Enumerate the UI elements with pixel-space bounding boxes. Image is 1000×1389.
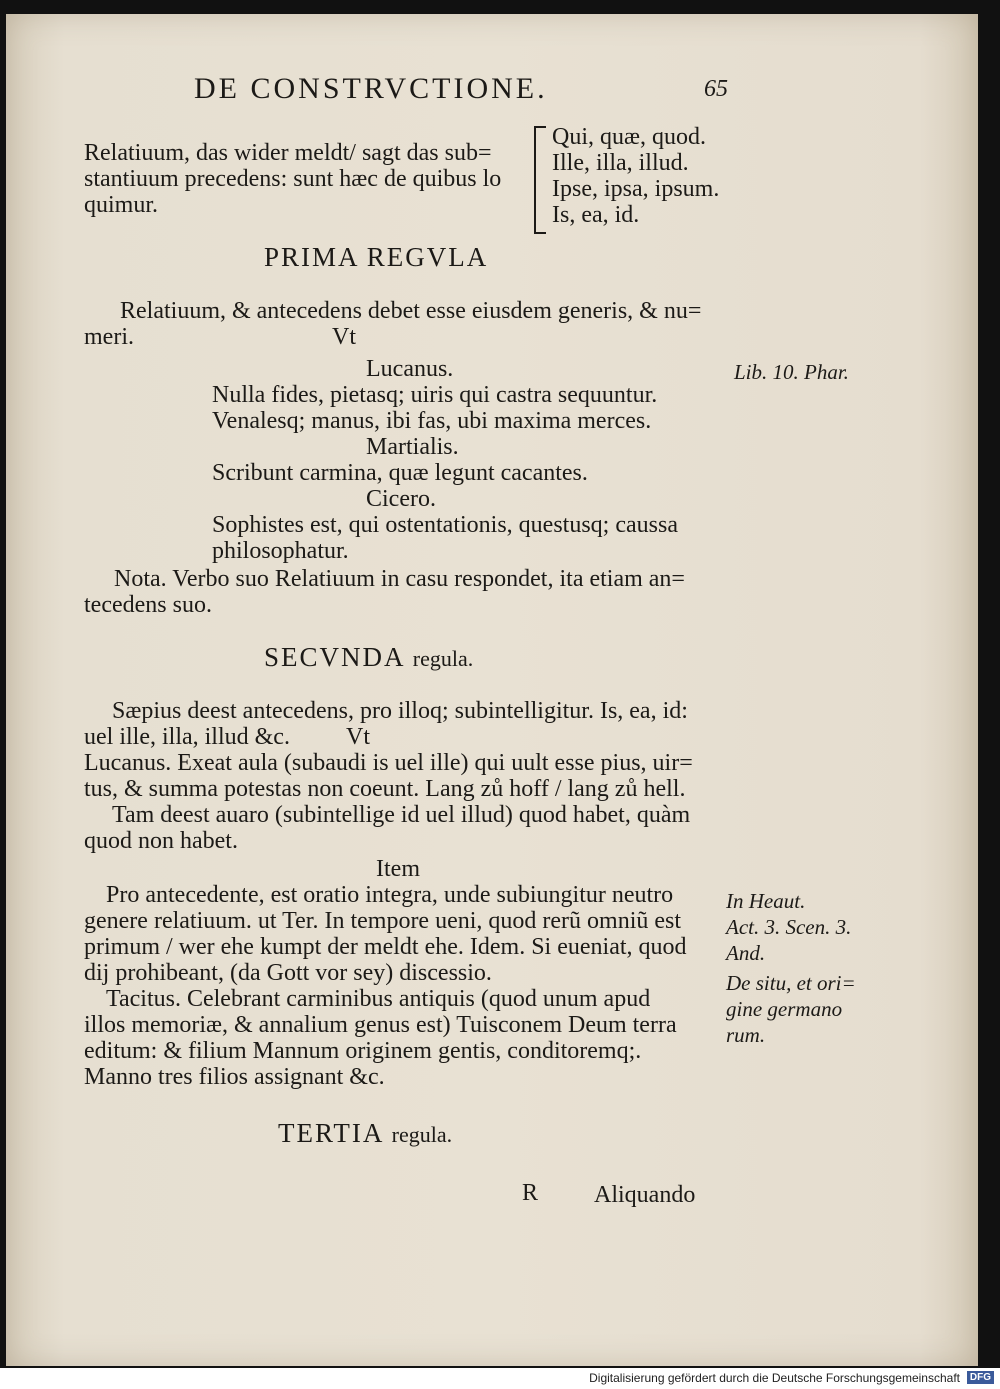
rule2-line: editum: & filium Mannum originem gentis, conditoremq;.	[84, 1038, 642, 1064]
rule3-heading	[278, 1118, 452, 1149]
pronoun-item: Ipse, ipsa, ipsum.	[552, 176, 720, 202]
rule3-heading-small: regula.	[391, 1122, 453, 1147]
rule2-line: genere relatiuum. ut Ter. In tempore ueni, quod rerũ omniũ est	[84, 908, 682, 934]
lucanus-label: Lucanus.	[366, 356, 454, 382]
rule2-line: Manno tres filios assignant &c.	[84, 1064, 385, 1090]
margin-note: And.	[726, 941, 766, 965]
nota-paragraph	[84, 566, 685, 618]
cicero-label: Cicero.	[366, 486, 436, 512]
footer-credit: Digitalisierung gefördert durch die Deutsche Forschungsgemeinschaft	[589, 1371, 960, 1385]
martialis-label: Martialis.	[366, 434, 459, 460]
rule2-heading-small: regula.	[412, 646, 474, 671]
rule2-heading-caps: SECVNDA	[264, 642, 405, 672]
quote-line: Venalesq; manus, ibi fas, ubi maxima merces.	[212, 408, 652, 434]
dfg-logo: DFG	[967, 1371, 994, 1384]
catchword: Aliquando	[594, 1182, 696, 1208]
rule2-examples	[84, 750, 693, 854]
digitization-footer	[0, 1368, 1000, 1389]
intro-line: quimur.	[84, 192, 159, 218]
rule1-heading: PRIMA REGVLA	[264, 242, 489, 272]
rule1-text	[84, 298, 701, 350]
rule2-margin-notes	[726, 888, 856, 1048]
rule3-heading-caps: TERTIA	[278, 1118, 383, 1148]
rule2-line: Lucanus. Exeat aula (subaudi is uel ille) qui uult esse pius, uir=	[84, 750, 693, 776]
rule2-line: Tacitus. Celebrant carminibus antiquis (quod unum apud	[106, 986, 651, 1012]
margin-note-lucan: Lib. 10. Phar.	[734, 360, 849, 384]
page-number: 65	[704, 76, 728, 102]
intro-paragraph	[84, 140, 501, 218]
rule1-vt: Vt	[332, 324, 356, 350]
cicero-quote	[212, 512, 678, 564]
margin-note: gine germano	[726, 997, 843, 1021]
martialis-quote: Scribunt carmina, quæ legunt cacantes.	[212, 460, 588, 486]
margin-note: rum.	[726, 1023, 766, 1047]
lucanus-quote	[212, 382, 657, 434]
quote-line: Sophistes est, qui ostentationis, questusq; caussa	[212, 512, 678, 538]
nota-line: tecedens suo.	[84, 592, 212, 618]
rule2-item-text	[84, 882, 687, 1090]
intro-line: Relatiuum, das wider meldt/ sagt das sub=	[84, 140, 492, 166]
intro-line: stantiuum precedens: sunt hæc de quibus lo	[84, 166, 502, 192]
rule2-intro	[84, 698, 688, 750]
rule2-line: illos memoriæ, & annalium genus est) Tuisconem Deum terra	[84, 1012, 677, 1038]
pronoun-item: Ille, illa, illud.	[552, 150, 689, 176]
rule2-line: Pro antecedente, est oratio integra, unde subiungitur neutro	[106, 882, 674, 908]
pronoun-item: Qui, quæ, quod.	[552, 124, 707, 150]
signature-mark: R	[522, 1180, 539, 1206]
rule2-line: Tam deest auaro (subintellige id uel illud) quod habet, quàm	[112, 802, 691, 828]
quote-line: Nulla fides, pietasq; uiris qui castra sequuntur.	[212, 382, 658, 408]
rule2-line: tus, & summa potestas non coeunt. Lang zů hoff / lang zů hell.	[84, 776, 686, 802]
nota-line: Nota. Verbo suo Relatiuum in casu respondet, ita etiam an=	[114, 566, 685, 592]
rule2-item: Item	[376, 856, 420, 882]
relative-pronoun-bracket	[534, 126, 546, 234]
quote-line: philosophatur.	[212, 538, 349, 564]
margin-note: De situ, et ori=	[726, 971, 856, 995]
rule2-line: quod non habet.	[84, 828, 238, 854]
rule2-line: primum / wer ehe kumpt der meldt ehe. Idem. Si eueniat, quod	[84, 934, 687, 960]
running-header: DE CONSTRVCTIONE.	[194, 72, 548, 105]
rule2-line: dij prohibeant, (da Gott vor sey) discessio.	[84, 960, 492, 986]
rule1-line: Relatiuum, & antecedens debet esse eiusdem generis, & nu=	[120, 298, 702, 324]
pronoun-item: Is, ea, id.	[552, 202, 640, 228]
margin-note: Act. 3. Scen. 3.	[726, 915, 852, 939]
rule2-vt: Vt	[346, 724, 370, 750]
rule1-line: meri.	[84, 324, 134, 350]
book-page	[6, 14, 978, 1366]
margin-note: In Heaut.	[726, 889, 806, 913]
relative-pronoun-list	[552, 124, 719, 228]
rule2-line: Sæpius deest antecedens, pro illoq; subintelligitur. Is, ea, id:	[112, 698, 688, 724]
rule2-line: uel ille, illa, illud &c.	[84, 724, 290, 750]
rule2-heading	[264, 642, 473, 673]
